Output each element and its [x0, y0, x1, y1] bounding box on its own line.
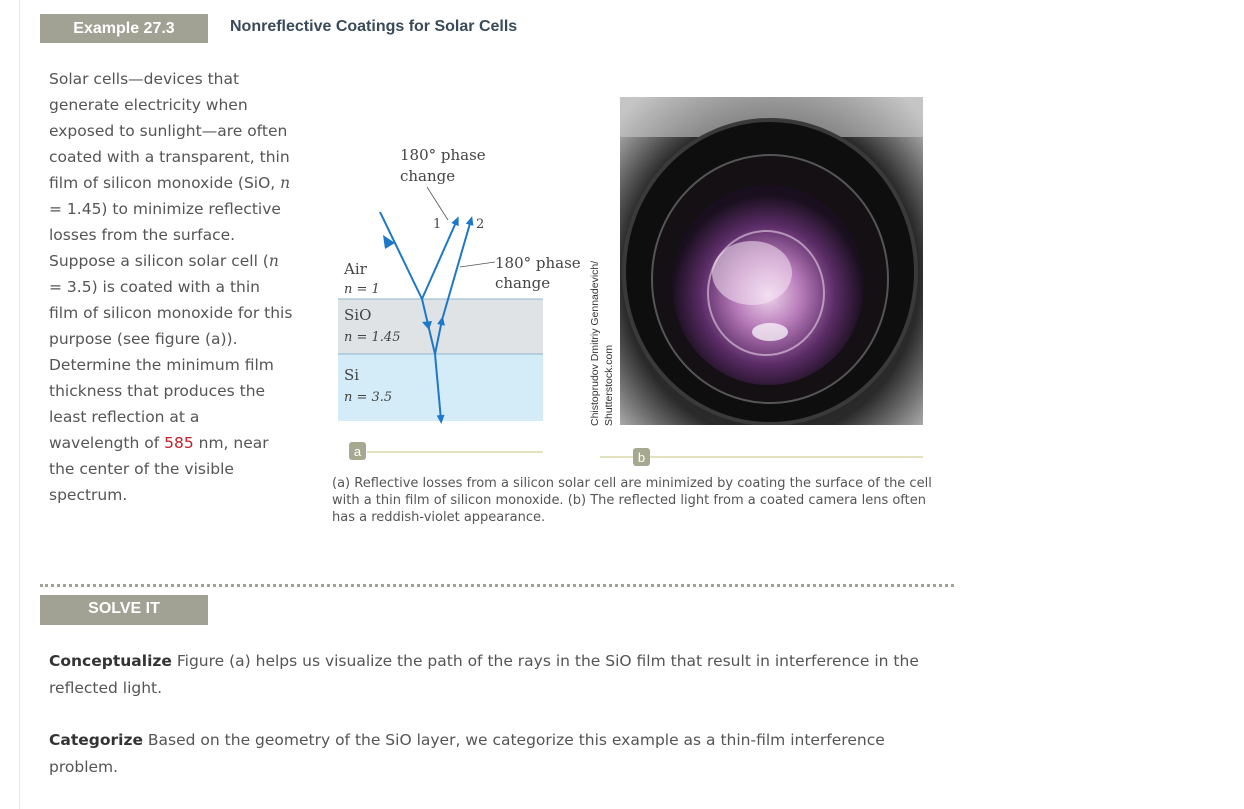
example-title: Nonreflective Coatings for Solar Cells: [230, 18, 518, 35]
n-symbol: n: [268, 252, 279, 270]
wavelength-value[interactable]: 585: [164, 434, 194, 452]
air-index: n = 1: [344, 282, 380, 297]
leader-line: [427, 187, 448, 220]
problem-text-4: nm, near the center of the visible spectrum.: [49, 434, 269, 504]
section-divider: [40, 584, 954, 587]
panel-b-marker: [600, 445, 925, 469]
incident-ray: [380, 212, 422, 299]
categorize-paragraph: [49, 727, 949, 781]
ray-2-label: 2: [476, 217, 485, 232]
left-border: [19, 0, 20, 809]
leader-line: [460, 262, 495, 267]
phase-label-top: change: [400, 167, 456, 185]
panel-a-label: a: [353, 444, 362, 459]
panel-b-label: b: [637, 450, 646, 465]
conceptualize-label: Conceptualize: [49, 652, 172, 670]
phase-label-right: 180° phase: [495, 254, 581, 272]
example-tag: Example 27.3: [40, 14, 208, 43]
problem-text-1: Solar cells—devices that generate electricity when exposed to sunlight—are often coated with a transparent, thin film of silicon monoxide (SiO,: [49, 70, 290, 192]
n-symbol: n: [280, 174, 291, 192]
solve-it-tag: SOLVE IT: [40, 595, 208, 625]
conceptualize-text: Figure (a) helps us visualize the path of the rays in the SiO film that result in interference in the reflected light.: [49, 652, 919, 697]
lens-highlight: [752, 323, 788, 341]
problem-text-2: = 1.45) to minimize reflective losses from the surface. Suppose a silicon solar cell (: [49, 200, 281, 270]
sio-label: SiO: [344, 306, 372, 324]
problem-text-3: = 3.5) is coated with a thin film of silicon monoxide for this purpose (see figure (a)). Determine the minimum film thickness that produces the least reflection at a wavelength of: [49, 278, 293, 452]
sio-index: n = 1.45: [344, 330, 401, 345]
thin-film-diagram: [330, 140, 620, 465]
categorize-text: Based on the geometry of the SiO layer, we categorize this example as a thin-film interference problem.: [49, 731, 885, 776]
camera-lens-photo: [620, 97, 923, 425]
si-label: Si: [344, 366, 360, 384]
problem-statement: [49, 66, 294, 508]
phase-label-right: change: [495, 274, 551, 292]
categorize-label: Categorize: [49, 731, 143, 749]
figure-caption: (a) Reflective losses from a silicon solar cell are minimized by coating the surface of the cell with a thin film of silicon monoxide. (b) The reflected light from a coated camera lens often has a reddish-violet appearance.: [332, 476, 932, 525]
photo-credit-line-1: Chistoprudov Dmitriy Gennadevich/: [589, 260, 601, 426]
air-label: Air: [344, 260, 367, 278]
si-index: n = 3.5: [344, 390, 393, 405]
conceptualize-paragraph: [49, 648, 949, 702]
photo-credit: [583, 240, 619, 430]
ray-1-label: 1: [433, 217, 442, 232]
phase-label-top: 180° phase: [400, 146, 486, 164]
photo-credit-line-2: Shutterstock.com: [603, 344, 615, 426]
lens-reflection: [712, 241, 792, 305]
